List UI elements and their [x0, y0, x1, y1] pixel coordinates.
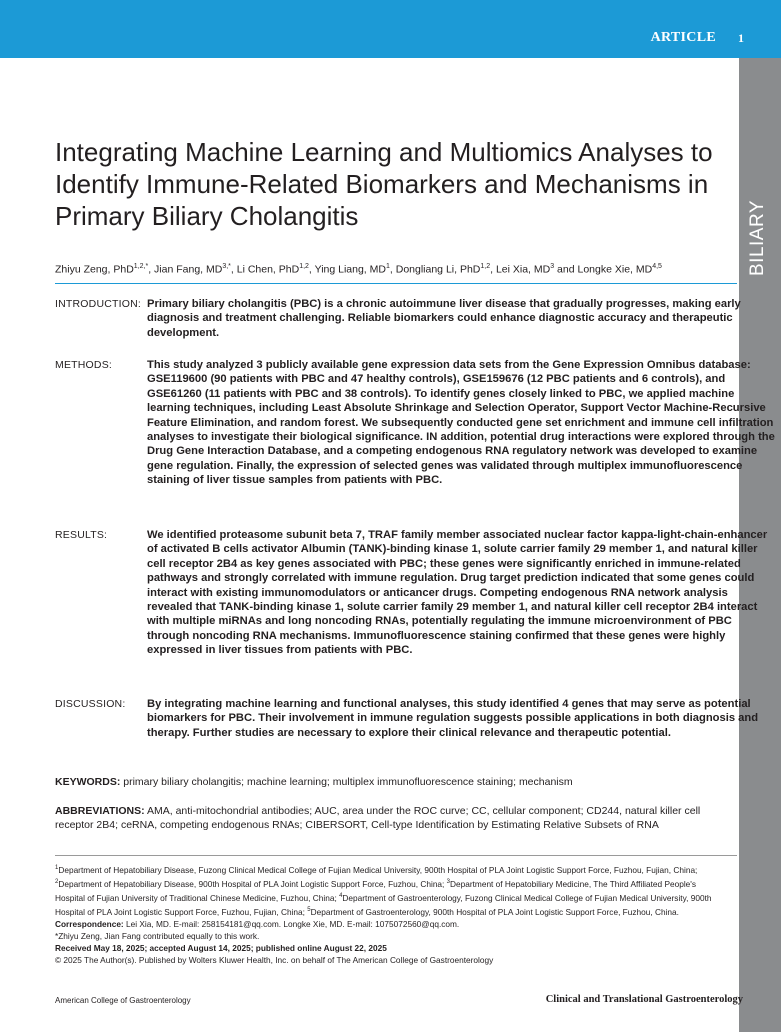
footer-journal-name: Clinical and Translational Gastroenterology	[545, 994, 743, 1005]
affiliation-marker: 3	[446, 878, 451, 885]
abstract-section-label: RESULTS:	[55, 529, 108, 541]
affiliation-text: Department of Hepatobiliary Disease, Fuzong Clinical Medical College of Fujian Medical University, 900th Hospital of PLA Joint Logistic Support Force, Fuzhou, Fujian, China;	[58, 864, 698, 875]
page-number: 1	[738, 31, 744, 45]
affiliation-text: Department of Hepatobiliary Disease, 900th Hospital of PLA Joint Logistic Support Force, Fuzhou, China;	[58, 878, 447, 889]
journal-header-bar	[0, 0, 781, 58]
footnotes	[55, 862, 725, 967]
author-separator: ,	[490, 263, 496, 276]
author-affiliation: 1,2	[299, 263, 309, 270]
author-name: Dongliang Li, PhD	[395, 263, 481, 276]
affiliation-marker: 5	[307, 906, 311, 913]
abstract-section-label: DISCUSSION:	[55, 698, 126, 710]
abbreviations	[55, 804, 737, 833]
copyright-notice: © 2025 The Author(s). Published by Wolters Kluwer Health, Inc. on behalf of The American College of Gastroenterology	[55, 955, 494, 966]
footer-society: American College of Gastroenterology	[55, 996, 191, 1005]
abstract-section-label: METHODS:	[55, 359, 113, 371]
author-name: Longke Xie, MD	[577, 263, 653, 276]
author-separator: ,	[148, 263, 155, 276]
author-affiliation: 3	[550, 263, 555, 270]
author-affiliation: 1,2,*	[133, 263, 149, 270]
author-name: Lei Xia, MD	[495, 263, 551, 276]
abstract-section-text: Primary biliary cholangitis (PBC) is a chronic autoimmune liver disease that gradually progresses, making early diagnosis and treatment challenging. Reliable biomarkers could enhance diagnostic accuracy and therapeutic development.	[147, 298, 741, 339]
author-affiliation: 1,2	[480, 263, 491, 270]
abstract-section-label: INTRODUCTION:	[55, 298, 142, 310]
author-name: Zhiyu Zeng, PhD	[55, 263, 134, 276]
affiliation-marker: 1	[55, 865, 59, 871]
keywords-text: primary biliary cholangitis; machine learning; multiplex immunofluorescence staining; mechanism	[120, 776, 573, 788]
author-separator: ,	[230, 263, 237, 276]
footnote-divider	[55, 855, 737, 856]
abstract-divider	[55, 283, 737, 284]
abstract-section-text: This study analyzed 3 publicly available gene expression data sets from the Gene Expression Omnibus database: GSE119600 (90 patients with PBC and 47 healthy controls), GSE159676 (12 PBC patients and 6 controls), and GSE61260 (11 patients with PBC and 38 controls). To identify genes closely linked to PBC, we applied machine learning techniques, including Least Absolute Shrinkage and Selection Operator, Support Vector Machine-Recursive Feature Elimination, and random forest. We subsequently conducted gene set enrichment and immune cell infiltration analyses to investigate their biological significance. IN addition, potential drug interactions were explored through the Drug Gene Interaction Database, and a competing endogenous RNA regulatory network was developed to examine gene regulation. Finally, the expression of selected genes was validated through multiplex immunofluorescence staining of liver tissue samples from patients with PBC.	[147, 359, 775, 487]
affiliations	[55, 862, 725, 930]
abbreviations-text: AMA, anti-mitochondrial antibodies; AUC, area under the ROC curve; CC, cellular component; CD244, natural killer cell receptor 2B4; ceRNA, competing endogenous RNAs; CIBERSORT, Cell-type Identification by Estimating Relative Subsets of RNA	[55, 805, 701, 832]
publication-dates: Received May 18, 2025; accepted August 14, 2025; published online August 22, 2025	[55, 943, 387, 954]
abstract-section-text: We identified proteasome subunit beta 7, TRAF family member associated nuclear factor kappa-light-chain-enhancer of activated B cells activator Albumin (TANK)-binding kinase 1, solute carrier family 29 member 1, and natural killer cell receptor 2B4 as key genes associated with PBC; these genes were significantly enriched in immune-related pathways and strongly correlated with immune regulation. Drug target prediction indicated that some genes could interact with existing immunomodulators or anticancer drugs. Competing endogenous RNA network analysis revealed that TANK-binding kinase 1, solute carrier family 29 member 1, and natural killer cell receptor 2B4 interact with multiple miRNAs and long noncoding RNAs, potentially regulating the immune microenvironment of PBC through noncoding RNA mechanisms. Immunofluorescence staining confirmed that these genes were highly expressed in liver tissues from patients with PBC.	[147, 529, 768, 657]
affiliation-text: Department of Hepatobiliary Medicine, The Third Affiliated People's Hospital of Fujian University of Traditional Chinese Medicine, Fuzhou, China;	[55, 878, 697, 903]
affiliation-marker: 4	[339, 892, 343, 899]
section-tab-label: BILIARY	[747, 199, 768, 276]
author-separator: ,	[308, 263, 315, 276]
author-separator: and	[554, 263, 578, 276]
author-name: Li Chen, PhD	[236, 263, 300, 276]
author-name: Ying Liang, MD	[314, 263, 386, 276]
affiliation-text: Department of Gastroenterology, 900th Hospital of PLA Joint Logistic Support Force, Fuzhou, China.	[310, 906, 679, 917]
correspondence-text: Lei Xia, MD. E-mail: 258154181@qq.com. Longke Xie, MD. E-mail: 1075072560@qq.com.	[123, 918, 460, 929]
correspondence-label: Correspondence:	[55, 918, 124, 929]
keywords-label: KEYWORDS:	[55, 776, 121, 788]
article-title: Integrating Machine Learning and Multiomics Analyses to Identify Immune-Related Biomarkers and Mechanisms in Primary Biliary Cholangitis	[55, 137, 713, 231]
author-affiliation: 4,5	[652, 263, 662, 270]
author-affiliation: 1	[385, 263, 390, 270]
keywords	[55, 775, 737, 789]
abbreviations-label: ABBREVIATIONS:	[55, 805, 145, 817]
affiliation-text: Department of Gastroenterology, Fuzong Clinical Medical College of Fujian Medical University, 900th Hospital of PLA Joint Logistic Support Force, Fuzhou, Fujian, China;	[55, 892, 712, 917]
abstract-section-text: By integrating machine learning and functional analyses, this study identified 4 genes that may serve as potential biomarkers for PBC. Their involvement in immune regulation suggests possible applications in both diagnosis and therapy. Further studies are necessary to explore their clinical relevance and therapeutic potential.	[147, 698, 759, 739]
equal-contribution-note: *Zhiyu Zeng, Jian Fang contributed equally to this work.	[55, 931, 260, 942]
author-list	[55, 260, 735, 277]
affiliation-marker: 2	[55, 878, 59, 885]
author-affiliation: 3,*	[222, 263, 231, 270]
author-name: Jian Fang, MD	[154, 263, 223, 276]
author-separator: ,	[389, 263, 396, 276]
article-type-label: ARTICLE	[650, 30, 716, 45]
